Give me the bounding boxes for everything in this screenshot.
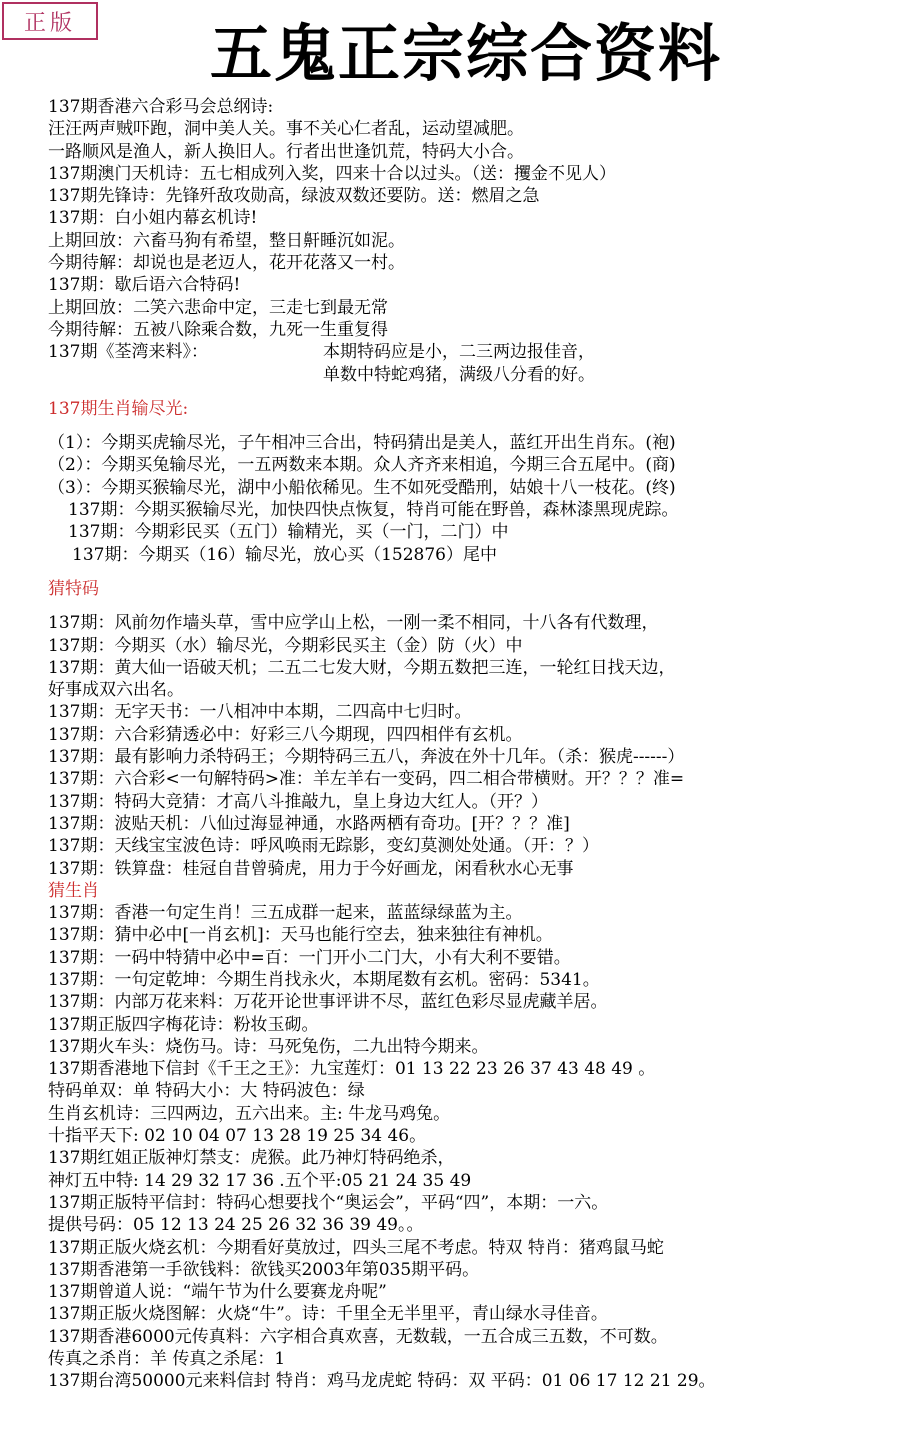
text-line: （2）：今期买兔输尽光，一五两数来本期。众人齐齐来相追，今期三合五尾中。(商) [48, 455, 676, 476]
text-line: 137期：风前勿作墙头草，雪中应学山上松，一刚一柔不相同，十八各有代数理， [48, 613, 659, 634]
text-line: 生肖玄机诗：三四两边，五六出来。主: 牛龙马鸡兔。 [48, 1103, 451, 1124]
text-line: 137期正版火烧图解：火烧“牛”。诗：千里全无半里平，青山绿水寻佳音。 [48, 1304, 608, 1325]
text-line: 上期回放：六畜马狗有希望，整日鼾睡沉如泥。 [48, 230, 405, 251]
text-line: 137期红姐正版神灯禁支：虎猴。此乃神灯特码绝杀， [48, 1148, 455, 1169]
text-line: 上期回放：二笑六悲命中定，三走七到最无常 [48, 297, 388, 318]
text-line: 137期：天线宝宝波色诗：呼风唤雨无踪影，变幻莫测处处通。（开：？） [48, 836, 599, 857]
text-line: 137期曾道人说：“端午节为什么要赛龙舟呢” [48, 1282, 387, 1303]
page-title: 五鬼正宗综合资料 [210, 17, 723, 90]
quanwan-row [48, 341, 896, 363]
text-line: 137期：波贴天机：八仙过海显神通，水路两栖有奇功。[开？？？准] [48, 813, 570, 834]
text-line: 好事成双六出名。 [48, 680, 184, 701]
text-line: 提供号码：05 12 13 24 25 26 32 36 39 49。。 [48, 1215, 424, 1236]
text-line: 一路顺风是渔人，新人换旧人。行者出世逢饥荒，特码大小合。 [48, 141, 524, 162]
text-line: 特码单双：单 特码大小：大 特码波色：绿 [48, 1081, 365, 1102]
text-line: 汪汪两声贼吓跑，洞中美人关。事不关心仁者乱，运动望减肥。 [48, 119, 524, 140]
quanwan-line-1: 本期特码应是小，二三两边报佳音， [323, 342, 595, 363]
content [48, 96, 896, 1393]
text-line: 137期香港地下信封《千王之王》：九宝莲灯：01 13 22 23 26 37 43 48 49 。 [48, 1059, 656, 1080]
text-line: 137期：今期买（水）输尽光，今期彩民买主（金）防（火）中 [48, 635, 523, 656]
section-heading-guess-code: 猜特码 [48, 578, 99, 599]
text-line: 137期：歇后语六合特码! [48, 275, 241, 296]
text-line: 137期：特码大竞猜：才高八斗推敲九，皇上身边大红人。（开？） [48, 791, 548, 812]
text-line: 137期：六合彩<一句解特码>准：羊左羊右一变码，四二相合带横财。开？？？准= [48, 769, 685, 790]
text-line: 137期：今期买（16）输尽光，放心买（152876）尾中 [72, 544, 497, 565]
text-line: 十指平天下: 02 10 04 07 13 28 19 25 34 46。 [48, 1126, 427, 1147]
text-line: 137期：白小姐内幕玄机诗! [48, 208, 258, 229]
text-line: 137期火车头：烧伤马。诗：马死兔伤，二九出特今期来。 [48, 1036, 489, 1057]
text-line: 137期台湾50000元来料信封 特肖：鸡马龙虎蛇 特码：双 平码：01 06 17 12 21 29。 [48, 1371, 716, 1392]
text-line: 137期香港第一手欲钱料：欲钱买2003年第035期平码。 [48, 1259, 480, 1280]
text-line: 137期先锋诗：先锋歼敌攻勋高，绿波双数还要防。送：燃眉之急 [48, 186, 540, 207]
text-line: 137期：六合彩猜透必中：好彩三八今期现，四四相伴有玄机。 [48, 724, 523, 745]
text-line: 神灯五中特: 14 29 32 17 36 .五个平:05 21 24 35 49 [48, 1170, 472, 1191]
text-line: 137期正版火烧玄机：今期看好莫放过，四头三尾不考虑。特双 特肖：猪鸡鼠马蛇 [48, 1237, 664, 1258]
text-line: （3）：今期买猴输尽光，湖中小船依稀见。生不如死受酷刑，姑娘十八一枝花。(终) [48, 477, 676, 498]
text-line: 今期待解：五被八除乘合数，九死一生重复得 [48, 319, 388, 340]
text-line: （1）：今期买虎输尽光，子午相冲三合出，特码猜出是美人，蓝红开出生肖东。(袍) [48, 433, 676, 454]
text-line: 137期：一句定乾坤：今期生肖找永火，本期尾数有玄机。密码：5341。 [48, 969, 600, 990]
text-line: 137期：香港一句定生肖！三五成群一起来，蓝蓝绿绿蓝为主。 [48, 903, 523, 924]
text-line: 137期正版特平信封：特码心想要找个“奥运会”，平码“四”，本期：一六。 [48, 1192, 609, 1213]
text-line: 137期：铁算盘：桂冠自昔曾骑虎，用力于今好画龙，闲看秋水心无事 [48, 858, 574, 879]
section-heading-loss: 137期生肖输尽光: [48, 398, 189, 419]
text-line: 137期：无字天书：一八相冲中本期，二四高中七归时。 [48, 702, 472, 723]
text-line: 137期：最有影响力杀特码王；今期特码三五八，奔波在外十几年。（杀：猴虎------） [48, 747, 685, 768]
text-line: 137期：内部万花来料：万花开论世事评讲不尽，蓝红色彩尽显虎藏羊居。 [48, 992, 608, 1013]
text-line: 今期待解：却说也是老迈人，花开花落又一村。 [48, 253, 405, 274]
genuine-badge: 正版 [2, 2, 98, 40]
text-line: 137期：今期买猴输尽光，加快四快点恢复，特肖可能在野兽，森林漆黑现虎踪。 [68, 500, 679, 521]
text-line: 137期：猜中必中[一肖玄机]：天马也能行空去，独来独往有神机。 [48, 925, 553, 946]
text-line: 137期香港六合彩马会总纲诗: [48, 97, 274, 117]
text-line: 137期澳门天机诗：五七相成列入奖，四来十合以过头。（送：攫金不见人） [48, 163, 616, 184]
text-line: 137期：今期彩民买（五门）输精光，买（一门，二门）中 [68, 522, 509, 543]
text-line: 137期正版四字梅花诗：粉妆玉砌。 [48, 1014, 319, 1035]
text-line: 传真之杀肖：羊 传真之杀尾：1 [48, 1349, 286, 1370]
text-line: 137期：一码中特猜中必中=百：一门开小二门大，小有大利不要错。 [48, 947, 571, 968]
text-line: 137期香港6000元传真料：六字相合真欢喜，无数载，一五合成三五数，不可数。 [48, 1326, 668, 1347]
text-line: 137期：黄大仙一语破天机；二五二七发大财，今期五数把三连，一轮红日找天边， [48, 657, 676, 678]
quanwan-label: 137期《荃湾来料》： [48, 342, 208, 363]
quanwan-line-2: 单数中特蛇鸡猪，满级八分看的好。 [323, 364, 595, 385]
section-heading-guess-zodiac: 猜生肖 [48, 880, 99, 901]
